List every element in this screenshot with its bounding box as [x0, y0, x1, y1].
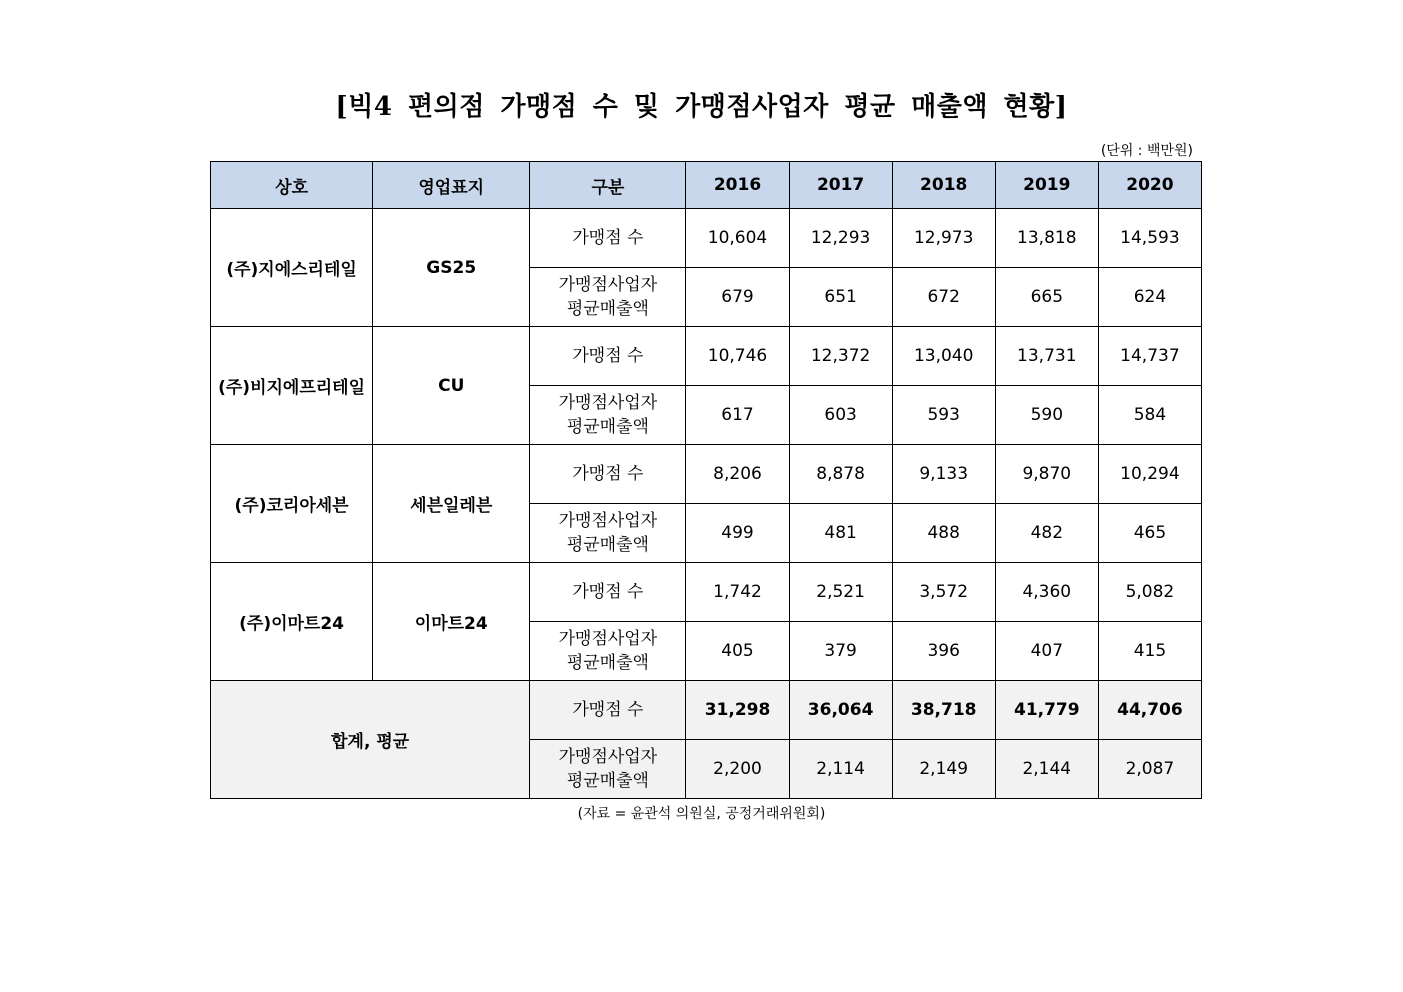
category-sales-line1: 가맹점사업자 — [558, 275, 658, 295]
value-cell: 584 — [1098, 386, 1201, 445]
category-sales-line1: 가맹점사업자 — [558, 747, 658, 767]
value-cell: 2,521 — [789, 563, 892, 622]
value-cell: 405 — [686, 622, 789, 681]
header-year: 2020 — [1098, 162, 1201, 209]
value-cell: 9,133 — [892, 445, 995, 504]
value-cell: 672 — [892, 268, 995, 327]
category-sales-line2: 평균매출액 — [566, 299, 649, 319]
value-cell: 1,742 — [686, 563, 789, 622]
value-cell: 593 — [892, 386, 995, 445]
total-row — [211, 681, 1202, 740]
value-cell: 679 — [686, 268, 789, 327]
header-year: 2018 — [892, 162, 995, 209]
brand-cell: GS25 — [373, 209, 530, 327]
header-year: 2017 — [789, 162, 892, 209]
total-value-cell: 36,064 — [789, 681, 892, 740]
value-cell: 617 — [686, 386, 789, 445]
value-cell: 481 — [789, 504, 892, 563]
value-cell: 415 — [1098, 622, 1201, 681]
brand-cell: 이마트24 — [373, 563, 530, 681]
table-row — [211, 563, 1202, 622]
value-cell: 14,593 — [1098, 209, 1201, 268]
value-cell: 482 — [995, 504, 1098, 563]
value-cell: 14,737 — [1098, 327, 1201, 386]
value-cell: 13,731 — [995, 327, 1098, 386]
total-value-cell: 2,200 — [686, 740, 789, 799]
unit-label: (단위 : 백만원) — [1100, 143, 1193, 159]
header-year: 2016 — [686, 162, 789, 209]
value-cell: 379 — [789, 622, 892, 681]
value-cell: 3,572 — [892, 563, 995, 622]
total-value-cell: 2,087 — [1098, 740, 1201, 799]
header-category: 구분 — [530, 162, 686, 209]
value-cell: 665 — [995, 268, 1098, 327]
value-cell: 603 — [789, 386, 892, 445]
category-stores: 가맹점 수 — [530, 563, 686, 622]
company-cell: (주)코리아세븐 — [211, 445, 373, 563]
category-stores: 가맹점 수 — [530, 445, 686, 504]
category-sales — [530, 622, 686, 681]
value-cell: 5,082 — [1098, 563, 1201, 622]
total-value-cell: 44,706 — [1098, 681, 1201, 740]
company-cell: (주)지에스리테일 — [211, 209, 373, 327]
header-year: 2019 — [995, 162, 1098, 209]
header-row — [211, 162, 1202, 209]
table-row — [211, 209, 1202, 268]
category-sales-line1: 가맹점사업자 — [558, 393, 658, 413]
category-sales-line1: 가맹점사업자 — [558, 629, 658, 649]
value-cell: 8,206 — [686, 445, 789, 504]
category-sales-line2: 평균매출액 — [566, 653, 649, 673]
brand-cell: CU — [373, 327, 530, 445]
value-cell: 10,746 — [686, 327, 789, 386]
value-cell: 13,040 — [892, 327, 995, 386]
category-sales-line2: 평균매출액 — [566, 771, 649, 791]
value-cell: 10,294 — [1098, 445, 1201, 504]
brand-cell: 세븐일레븐 — [373, 445, 530, 563]
value-cell: 8,878 — [789, 445, 892, 504]
source-note: (자료 = 윤관석 의원실, 공정거래위원회) — [577, 806, 826, 822]
value-cell: 12,293 — [789, 209, 892, 268]
company-cell: (주)비지에프리테일 — [211, 327, 373, 445]
category-sales — [530, 740, 686, 799]
table-row — [211, 445, 1202, 504]
total-value-cell: 31,298 — [686, 681, 789, 740]
category-sales — [530, 268, 686, 327]
table-row — [211, 327, 1202, 386]
category-sales — [530, 386, 686, 445]
total-value-cell: 41,779 — [995, 681, 1098, 740]
value-cell: 9,870 — [995, 445, 1098, 504]
total-value-cell: 2,114 — [789, 740, 892, 799]
category-stores: 가맹점 수 — [530, 681, 686, 740]
company-cell: (주)이마트24 — [211, 563, 373, 681]
value-cell: 407 — [995, 622, 1098, 681]
value-cell: 624 — [1098, 268, 1201, 327]
franchise-table — [210, 161, 1202, 799]
value-cell: 488 — [892, 504, 995, 563]
value-cell: 12,973 — [892, 209, 995, 268]
header-company: 상호 — [211, 162, 373, 209]
value-cell: 465 — [1098, 504, 1201, 563]
category-stores: 가맹점 수 — [530, 209, 686, 268]
total-value-cell: 2,149 — [892, 740, 995, 799]
value-cell: 4,360 — [995, 563, 1098, 622]
total-label: 합계, 평균 — [211, 681, 530, 799]
total-value-cell: 38,718 — [892, 681, 995, 740]
value-cell: 651 — [789, 268, 892, 327]
value-cell: 590 — [995, 386, 1098, 445]
category-stores: 가맹점 수 — [530, 327, 686, 386]
category-sales-line2: 평균매출액 — [566, 417, 649, 437]
value-cell: 499 — [686, 504, 789, 563]
category-sales-line2: 평균매출액 — [566, 535, 649, 555]
header-brand: 영업표지 — [373, 162, 530, 209]
value-cell: 10,604 — [686, 209, 789, 268]
value-cell: 396 — [892, 622, 995, 681]
category-sales — [530, 504, 686, 563]
value-cell: 13,818 — [995, 209, 1098, 268]
page-title: [빅4 편의점 가맹점 수 및 가맹점사업자 평균 매출액 현황] — [335, 92, 1068, 122]
category-sales-line1: 가맹점사업자 — [558, 511, 658, 531]
total-value-cell: 2,144 — [995, 740, 1098, 799]
value-cell: 12,372 — [789, 327, 892, 386]
